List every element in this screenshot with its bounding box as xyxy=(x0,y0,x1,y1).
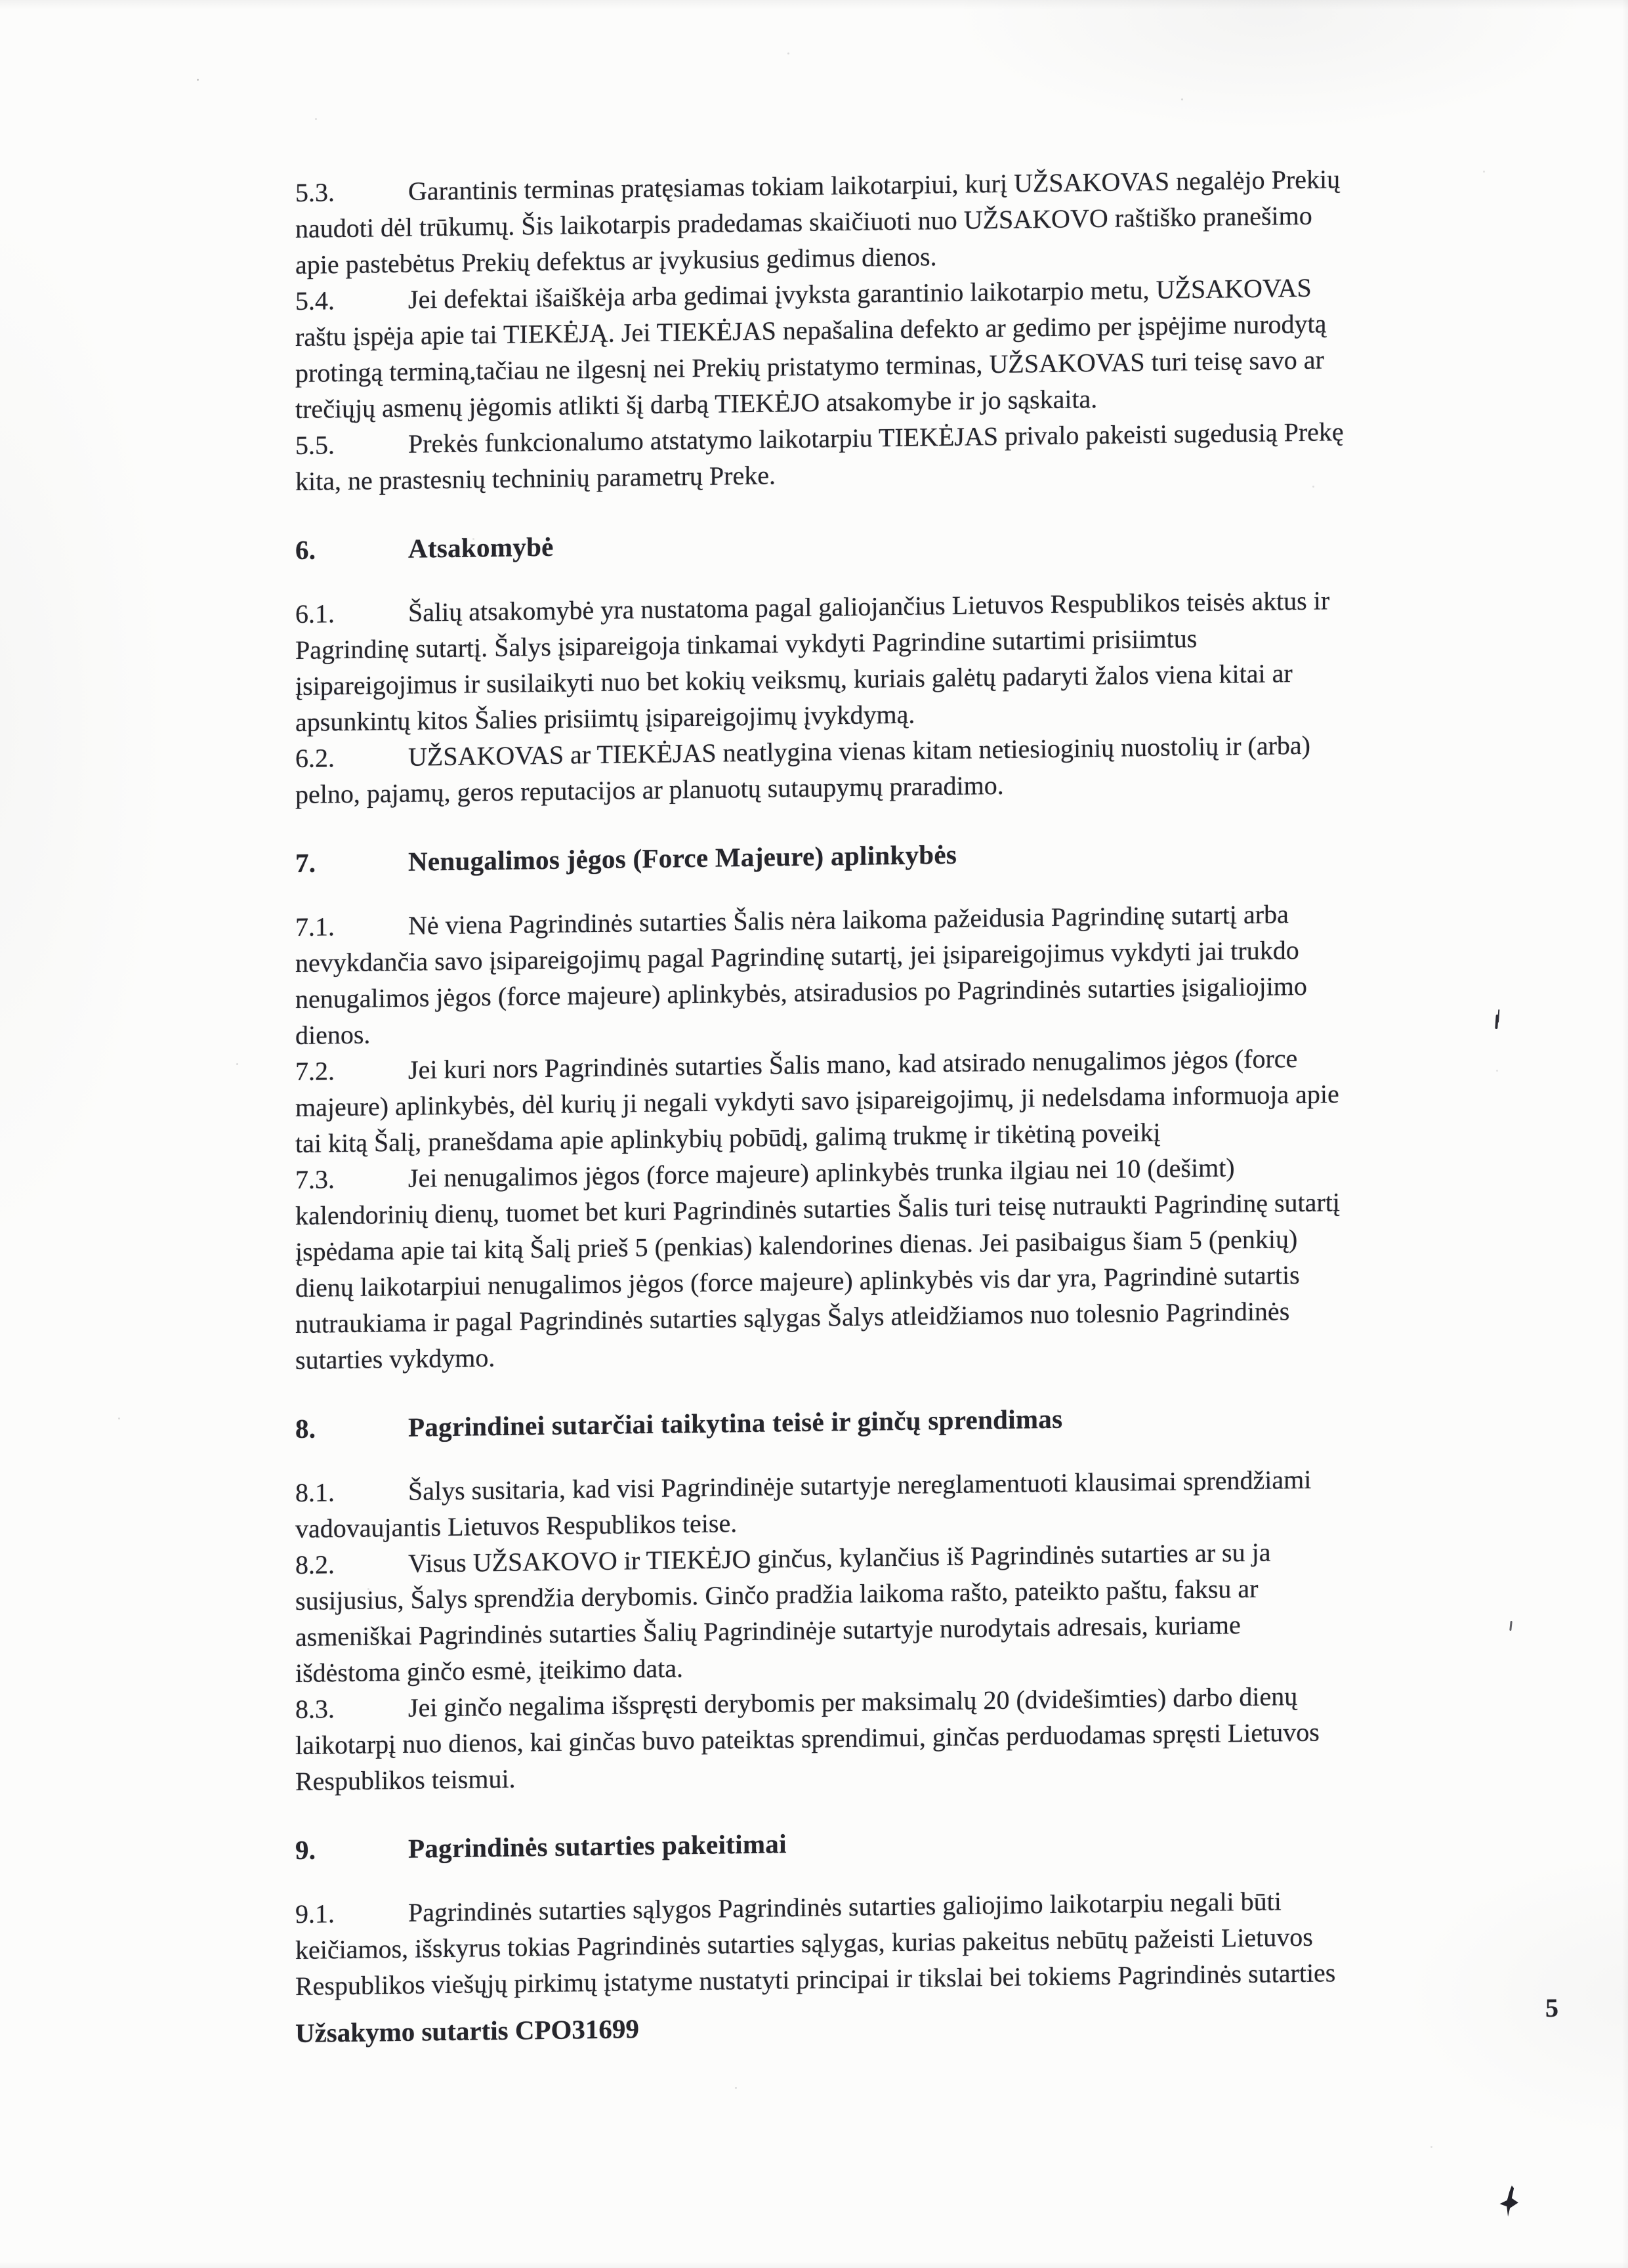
clause-text: UŽSAKOVAS ar TIEKĖJAS neatlygina vienas kitam netiesioginių nuostolių ir (arba) xyxy=(408,730,1310,772)
document-content xyxy=(295,158,1558,2048)
clause-text: Visus UŽSAKOVO ir TIEKĖJO ginčus, kylančius iš Pagrindinės sutarties ar su ja xyxy=(408,1537,1271,1578)
text-line: įspėdama apie tai kitą Šalį prieš 5 (penkias) kalendorines dienas. Jei pasibaigus šiam 5 (penkių) xyxy=(295,1224,1298,1267)
text-line: Respublikos viešųjų pirkimų įstatyme nustatyti principai ir tikslai bei tokiems Pagrindinės sutarties xyxy=(295,1958,1336,2001)
page-number: 5 xyxy=(1545,1992,1558,2023)
text-line: majeure) aplinkybės, dėl kurių ji negali vykdyti savo įsipareigojimų, ji nedelsdama informuoja apie xyxy=(295,1079,1339,1122)
text-line: kalendorinių dienų, tuomet bet kuri Pagrindinės sutarties Šalis turi teisę nutraukti Pagrindinę sutartį xyxy=(295,1187,1340,1230)
text-line: nevykdančia savo įsipareigojimų pagal Pagrindinę sutartį, jei įsipareigojimus vykdyti jai trukdo xyxy=(295,934,1299,978)
text-line: kita, ne prastesnių techninių parametrų Preke. xyxy=(295,460,776,496)
clause-7-1 xyxy=(295,892,1542,1053)
clause-number: 8.2. xyxy=(295,1549,335,1580)
clause-number: 5.3. xyxy=(295,177,335,207)
clause-9-1 xyxy=(295,1880,1542,2004)
clause-7-2 xyxy=(295,1037,1542,1162)
text-line: nenugalimos jėgos (force majeure) aplinkybės, atsiradusios po Pagrindinės sutarties įsigaliojimo xyxy=(295,971,1307,1014)
clause-number: 5.5. xyxy=(295,430,335,460)
clause-8-2 xyxy=(295,1530,1542,1691)
clause-text: Jei kuri nors Pagrindinės sutarties Šalis mano, kad atsirado nenugalimos jėgos (force xyxy=(408,1043,1298,1085)
clause-5-3 xyxy=(295,158,1542,283)
clause-number: 6.2. xyxy=(295,743,335,773)
text-line: susijusius, Šalys sprendžia derybomis. Ginčo pradžia laikoma rašto, pateikto paštu, faksu ar xyxy=(295,1573,1259,1616)
clause-6-1 xyxy=(295,579,1542,740)
text-line: apsunkintų kitos Šalies prisiimtų įsipareigojimų įvykdymą. xyxy=(295,699,915,737)
section-heading-7 xyxy=(295,829,1542,881)
section-heading-6 xyxy=(295,516,1542,568)
section-heading-9 xyxy=(295,1816,1542,1868)
section-number: 9. xyxy=(295,1834,316,1865)
section-title: Atsakomybė xyxy=(408,531,554,564)
page-footer xyxy=(295,1992,1558,2051)
text-line: Respublikos teismui. xyxy=(295,1763,516,1796)
clause-text: Pagrindinės sutarties sąlygos Pagrindinės sutarties galiojimo laikotarpiu negali būti xyxy=(408,1886,1282,1927)
clause-number: 9.1. xyxy=(295,1899,335,1929)
clause-number: 8.1. xyxy=(295,1477,335,1507)
clause-number: 7.1. xyxy=(295,912,335,942)
text-line xyxy=(295,1816,1542,1868)
scan-speckle xyxy=(197,79,199,81)
clause-number: 5.4. xyxy=(295,285,335,316)
text-line: Pagrindinę sutartį. Šalys įsipareigoja tinkamai vykdyti Pagrindine sutartimi prisiimtus xyxy=(295,623,1198,665)
text-line: nutraukiama ir pagal Pagrindinės sutarties sąlygas Šalys atleidžiamos nuo tolesnio Pagrindinės xyxy=(295,1296,1290,1339)
clause-text: Jei defektai išaiškėja arba gedimai įvyksta garantinio laikotarpio metu, UŽSAKOVAS xyxy=(408,272,1312,314)
text-line: protingą terminą,tačiau ne ilgesnį nei Prekių pristatymo terminas, UŽSAKOVAS turi teisę savo ar xyxy=(295,345,1324,388)
clause-text: Garantinis terminas pratęsiamas tokiam laikotarpiui, kurį UŽSAKOVAS negalėjo Prekių xyxy=(408,164,1341,206)
clause-number: 7.3. xyxy=(295,1164,335,1194)
text-line: naudoti dėl trūkumų. Šis laikotarpis pradedamas skaičiuoti nuo UŽSAKOVO raštiško pranešimo xyxy=(295,200,1312,243)
clause-text: Šalys susitaria, kad visi Pagrindinėje sutartyje nereglamentuoti klausimai sprendžiami xyxy=(408,1464,1312,1506)
clause-7-3 xyxy=(295,1145,1542,1378)
text-line: sutarties vykdymo. xyxy=(295,1343,495,1375)
text-line: trečiųjų asmenų jėgomis atlikti šį darbą TIEKĖJO atsakomybe ir jo sąskaita. xyxy=(295,383,1098,424)
scan-artifact-blot xyxy=(1499,2185,1520,2218)
clause-text: Nė viena Pagrindinės sutarties Šalis nėra laikoma pažeidusia Pagrindinę sutartį arba xyxy=(408,899,1289,940)
text-line: išdėstoma ginčo esmė, įteikimo data. xyxy=(295,1653,683,1688)
clause-number: 6.1. xyxy=(295,598,335,629)
clause-text: Prekės funkcionalumo atstatymo laikotarpiu TIEKĖJAS privalo pakeisti sugedusią Prekę xyxy=(408,417,1344,459)
section-title: Nenugalimos jėgos (Force Majeure) aplinkybės xyxy=(408,839,957,877)
text-line: vadovaujantis Lietuvos Respublikos teise. xyxy=(295,1508,738,1544)
section-number: 7. xyxy=(295,847,316,878)
text-line: pelno, pajamų, geros reputacijos ar planuotų sutaupymų praradimo. xyxy=(295,770,1004,809)
text-line: tai kitą Šalį, pranešdama apie aplinkybių pobūdį, galimą trukmę ir tikėtiną poveikį xyxy=(295,1117,1161,1158)
text-line: dienų laikotarpiui nenugalimos jėgos (force majeure) aplinkybės vis dar yra, Pagrindinė sutartis xyxy=(295,1259,1300,1303)
section-title: Pagrindinei sutarčiai taikytina teisė ir ginčų sprendimas xyxy=(408,1403,1063,1442)
text-line xyxy=(295,1395,1542,1447)
clause-number: 7.2. xyxy=(295,1056,335,1086)
text-line: įsipareigojimus ir susilaikyti nuo bet kokių veiksmų, kuriais galėtų padaryti žalos viena kitai ar xyxy=(295,658,1293,701)
section-number: 8. xyxy=(295,1413,316,1444)
clause-text: Jei ginčo negalima išspręsti derybomis per maksimalų 20 (dvidešimties) darbo dienų xyxy=(408,1681,1298,1723)
text-line: apie pastebėtus Prekių defektus ar įvykusius gedimus dienos. xyxy=(295,242,937,280)
section-heading-8 xyxy=(295,1395,1542,1447)
section-title: Pagrindinės sutarties pakeitimai xyxy=(408,1828,787,1864)
text-line xyxy=(295,516,1542,568)
text-line: raštu įspėja apie tai TIEKĖJĄ. Jei TIEKĖJAS nepašalina defekto ar gedimo per įspėjime nurodytą xyxy=(295,308,1327,352)
clause-text: Šalių atsakomybė yra nustatoma pagal galiojančius Lietuvos Respublikos teisės aktus ir xyxy=(408,585,1330,627)
clause-5-4 xyxy=(295,266,1542,427)
text-line xyxy=(295,829,1542,881)
text-line: keičiamos, išskyrus tokias Pagrindinės sutarties sąlygas, kurias pakeitus nebūtų pažeisti Lietuvos xyxy=(295,1922,1313,1965)
footer-contract-id: Užsakymo sutartis CPO31699 xyxy=(295,2013,639,2048)
clause-6-2 xyxy=(295,724,1542,812)
section-number: 6. xyxy=(295,534,316,565)
text-line: dienos. xyxy=(295,1019,371,1050)
clause-5-5 xyxy=(295,411,1542,499)
text-line: laikotarpį nuo dienos, kai ginčas buvo pateiktas sprendimui, ginčas perduodamas spręsti Lietuvos xyxy=(295,1717,1320,1760)
clause-text: Jei nenugalimos jėgos (force majeure) aplinkybės trunka ilgiau nei 10 (dešimt) xyxy=(408,1152,1235,1193)
clause-number: 8.3. xyxy=(295,1694,335,1724)
clause-8-3 xyxy=(295,1675,1542,1799)
text-line: asmeniškai Pagrindinės sutarties Šalių Pagrindinėje sutartyje nurodytais adresais, kuriame xyxy=(295,1610,1241,1652)
